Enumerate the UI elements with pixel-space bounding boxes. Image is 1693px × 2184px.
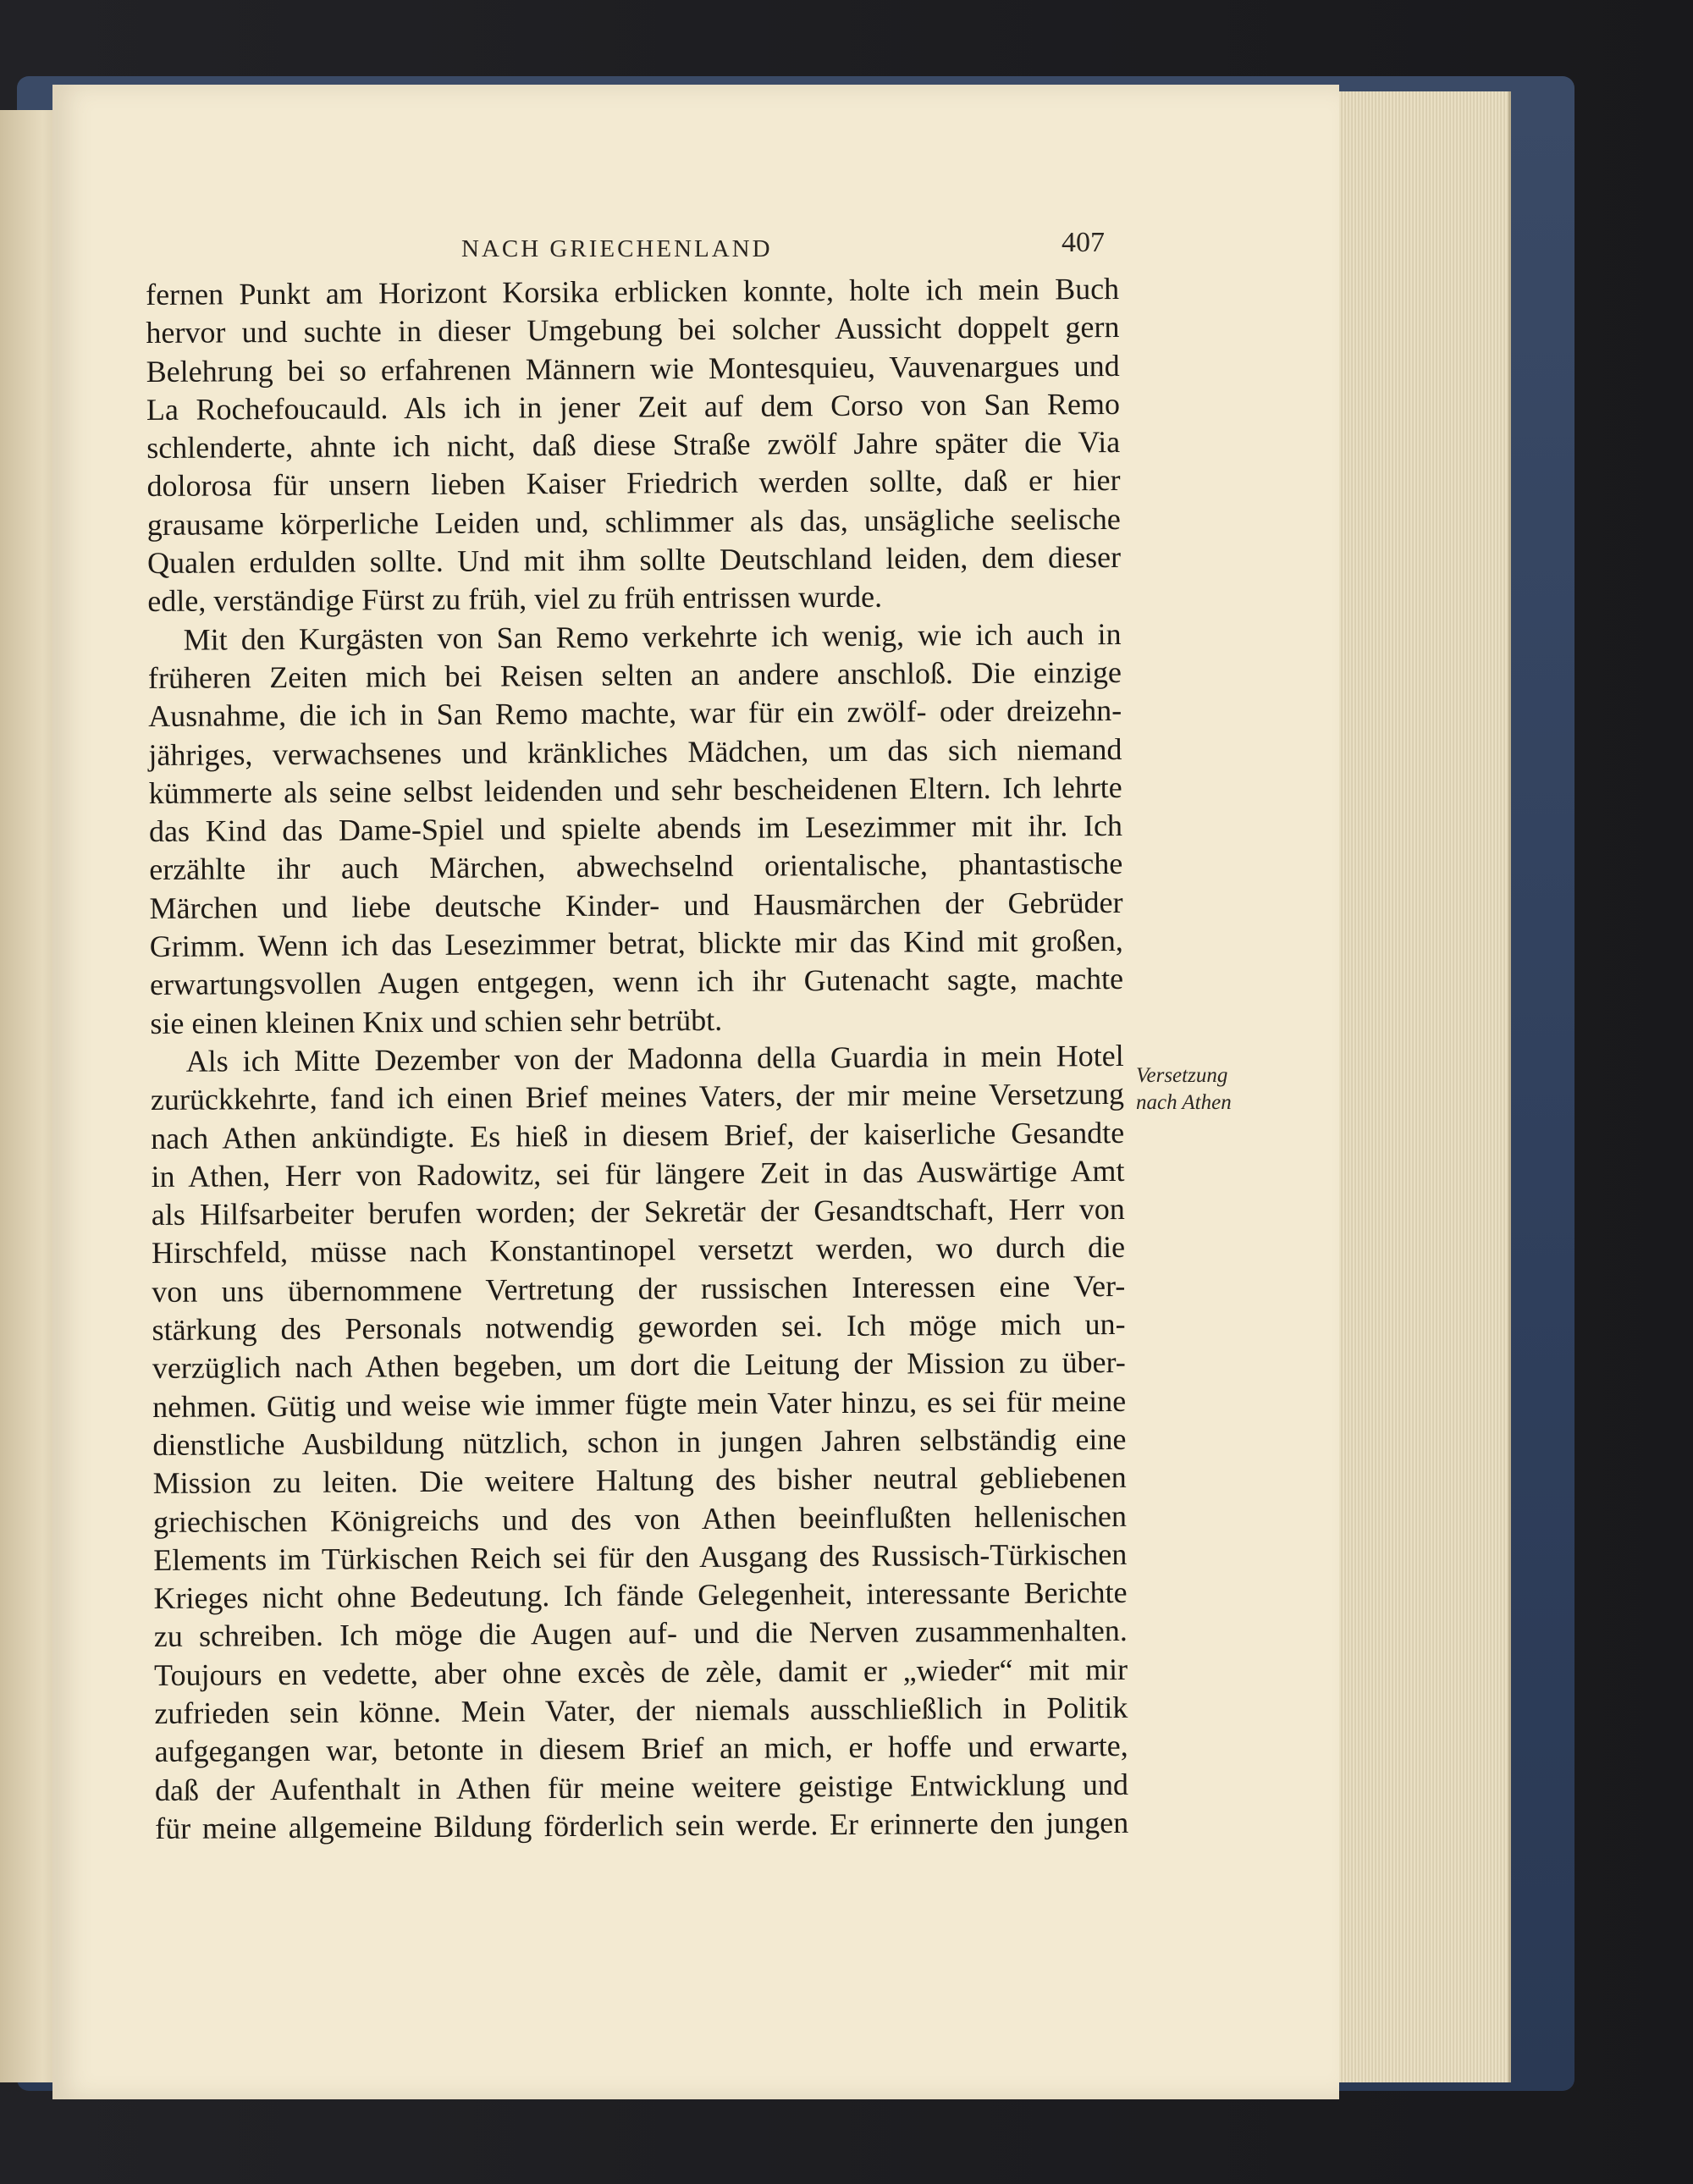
text-line: Märchen und liebe deutsche Kinder- und Hausmärchen der Gebrüder (149, 885, 1123, 925)
text-line: dienstliche Ausbildung nützlich, schon in jungen Jahren selbständig eine (152, 1421, 1127, 1462)
text-line: aufgegangen war, betonte in diesem Brief an mich, er hoffe und erwarte, (154, 1729, 1128, 1769)
text-line: griechischen Königreichs und des von Athen beeinflußten hellenischen (152, 1498, 1128, 1539)
margin-note (1136, 1062, 1280, 1117)
text-line: erwartungsvollen Augen entgegen, wenn ich ihr Gutenacht sagte, machte (149, 962, 1124, 1002)
text-line: früheren Zeiten mich bei Reisen selten an andere anschloß. Die einzige (147, 654, 1122, 695)
text-line: Elements im Türkischen Reich sei für den Ausgang des Russisch-Türkischen (153, 1536, 1128, 1577)
text-line: Grimm. Wenn ich das Lesezimmer betrat, blickte mir das Kind mit großen, (149, 924, 1123, 964)
text-line: das Kind das Dame-Spiel und spielte abends im Lesezimmer mit ihr. Ich (148, 808, 1123, 849)
text-line: nehmen. Gütig und weise wie immer fügte mein Vater hinzu, es sei für meine (152, 1383, 1127, 1424)
text-line: Krieges nicht ohne Bedeutung. Ich fände Gelegenheit, interessante Berichte (153, 1575, 1128, 1616)
text-line: La Rochefoucauld. Als ich in jener Zeit auf dem Corso von San Remo (146, 386, 1121, 427)
text-line: kümmerte als seine selbst leidenden und sehr bescheidenen Eltern. Ich lehrte (148, 769, 1122, 810)
text-line: grausame körperliche Leiden und, schlimmer als das, unsägliche seelische (146, 501, 1121, 542)
text-line: Mission zu leiten. Die weitere Haltung des bisher neutral gebliebenen (152, 1460, 1127, 1501)
text-line: schlenderte, ahnte ich nicht, daß diese Straße zwölf Jahre später die Via (146, 425, 1121, 466)
text-line: Hirschfeld, müsse nach Konstantinopel versetzt werden, wo durch die (151, 1230, 1126, 1271)
margin-note-line: Versetzung (1136, 1064, 1228, 1087)
text-line: Toujours en vedette, aber ohne excès de zèle, damit er „wieder“ mit mir (153, 1652, 1128, 1692)
text-line: hervor und suchte in dieser Umgebung bei solcher Aussicht doppelt gern (146, 310, 1120, 350)
text-line: Als ich Mitte Dezember von der Madonna della Guardia in mein Hotel (185, 1038, 1124, 1078)
text-line: edle, verständige Fürst zu früh, viel zu früh entrissen wurde. (147, 580, 883, 619)
text-line: in Athen, Herr von Radowitz, sei für längere Zeit in das Auswärtige Amt (151, 1153, 1125, 1194)
text-line: Mit den Kurgästen von San Remo verkehrte ich wenig, wie ich auch in (183, 616, 1122, 657)
text-line: Belehrung bei so erfahrenen Männern wie Montesquieu, Vauvenargues und (146, 348, 1120, 389)
text-line: von uns übernommene Vertretung der russischen Interessen eine Ver- (152, 1268, 1126, 1309)
page-stack-edge (1339, 91, 1511, 2082)
text-line: für meine allgemeine Bildung förderlich sein werde. Er erinnerte den jungen (155, 1805, 1129, 1845)
text-line: daß der Aufenthalt in Athen für meine weitere geistige Entwicklung und (154, 1767, 1129, 1807)
text-line: jähriges, verwachsenes und kränkliches Mädchen, um das sich niemand (148, 731, 1122, 772)
margin-note-line: nach Athen (1136, 1091, 1232, 1114)
text-line: erzählte ihr auch Märchen, abwechselnd orientalische, phantastische (149, 847, 1123, 887)
text-line: verzüglich nach Athen begeben, um dort die Leitung der Mission zu über- (152, 1345, 1126, 1386)
text-line: als Hilfsarbeiter berufen worden; der Sekretär der Gesandtschaft, Herr von (151, 1192, 1125, 1233)
text-line: dolorosa für unsern lieben Kaiser Friedrich werden sollte, daß er hier (146, 463, 1121, 504)
page-number: 407 (1062, 227, 1105, 258)
text-line: fernen Punkt am Horizont Korsika erblicken konnte, holte ich mein Buch (146, 271, 1120, 312)
text-line: stärkung des Personals notwendig geworden sei. Ich möge mich un- (152, 1306, 1126, 1347)
page-header (135, 227, 1105, 278)
text-line: zu schreiben. Ich möge die Augen auf- und die Nerven zusammenhalten. (153, 1613, 1128, 1654)
running-head: NACH GRIECHENLAND (461, 235, 773, 262)
paragraph-3 (151, 1037, 1129, 1848)
text-line: sie einen kleinen Knix und schien sehr betrübt. (150, 1002, 723, 1040)
paragraph-1 (146, 270, 1121, 621)
text-line: Ausnahme, die ich in San Remo machte, war für ein zwölf- oder dreizehn- (148, 693, 1122, 734)
text-line: zurückkehrte, fand ich einen Brief meines Vaters, der mir meine Versetzung (150, 1077, 1125, 1117)
text-line: nach Athen ankündigte. Es hieß in diesem Brief, der kaiserliche Gesandte (151, 1115, 1125, 1155)
text-line: Qualen erdulden sollte. Und mit ihm sollte Deutschland leiden, dem dieser (146, 540, 1122, 581)
body-text (146, 270, 1128, 1848)
paragraph-2 (147, 615, 1123, 1043)
text-line: zufrieden sein könne. Mein Vater, der niemals ausschließlich in Politik (154, 1690, 1128, 1730)
